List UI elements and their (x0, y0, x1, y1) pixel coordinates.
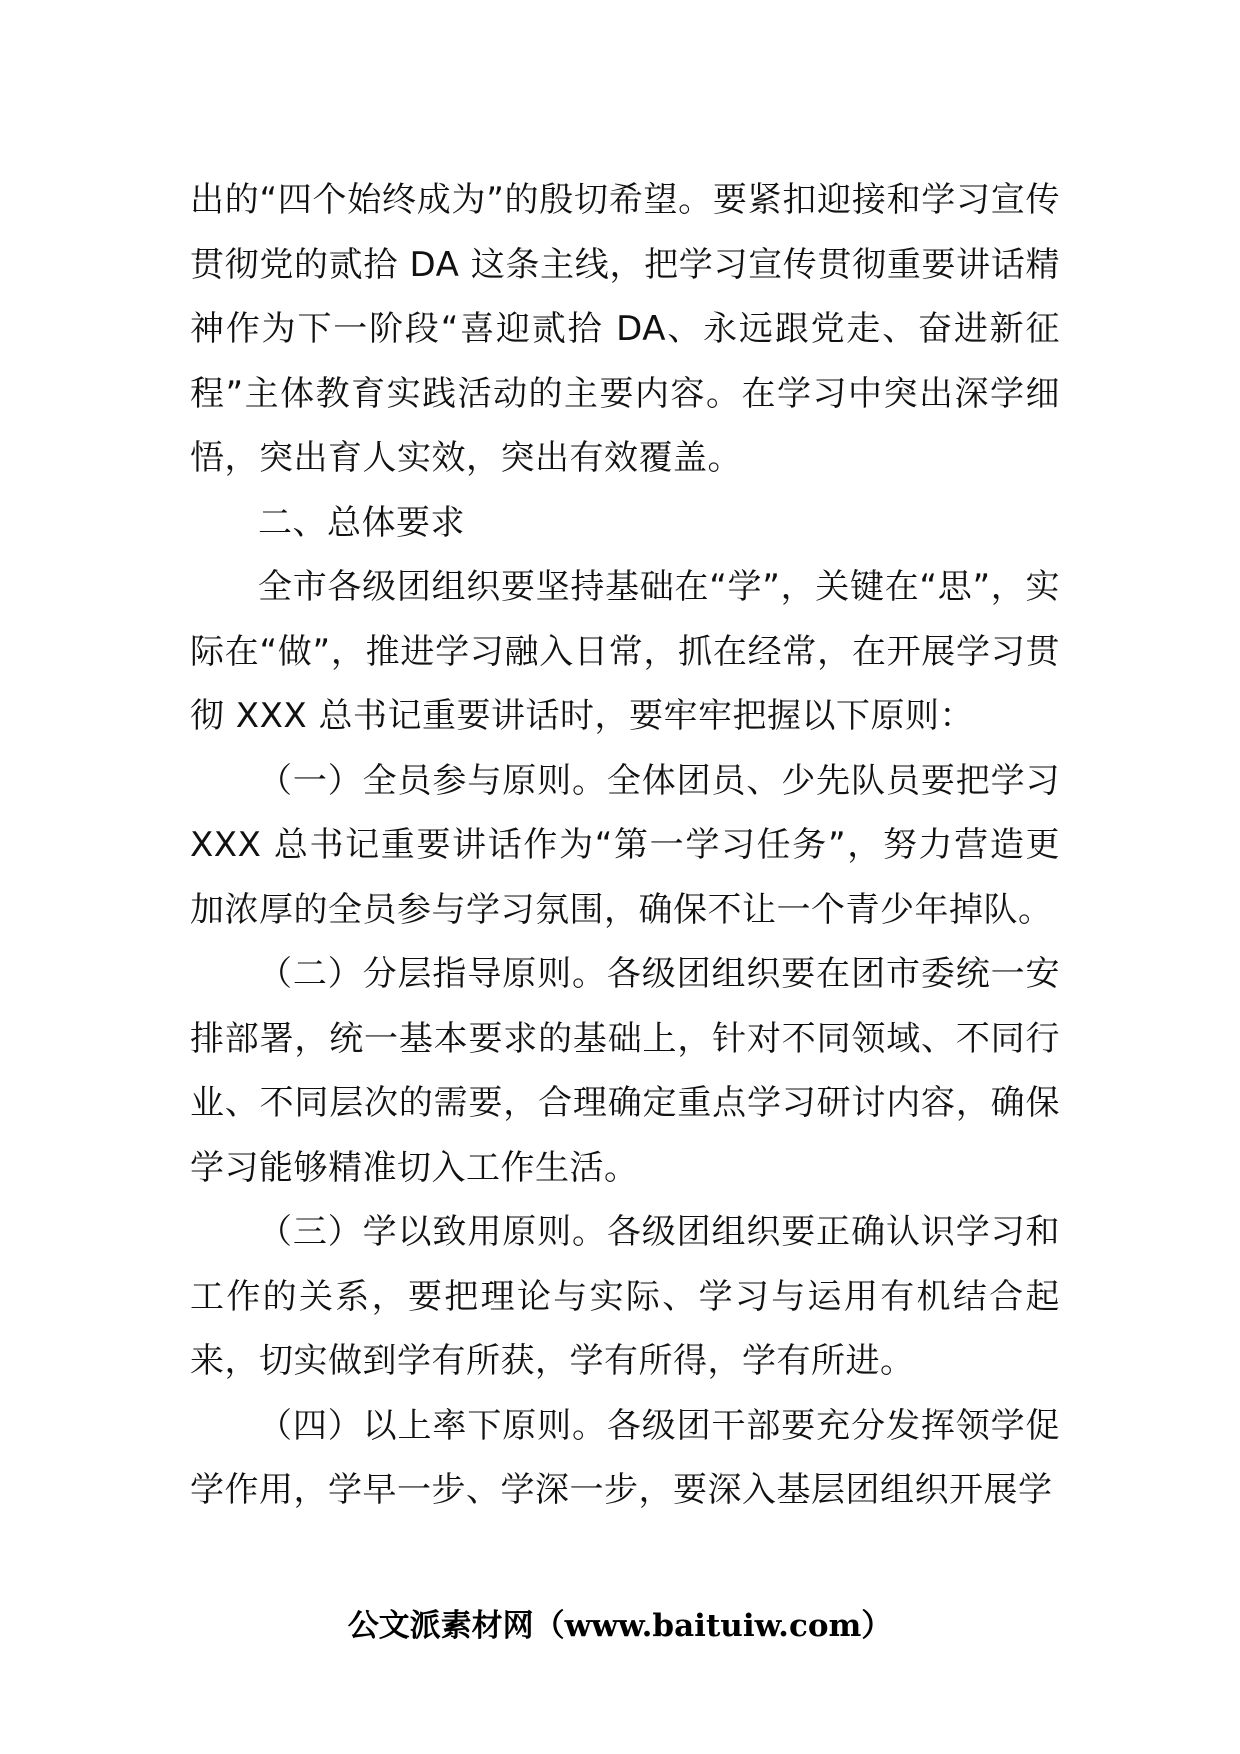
document-body (190, 168, 1060, 1523)
paragraph-overall-requirements: 全市各级团组织要坚持基础在“学”，关键在“思”，实际在“做”，推进学习融入日常，抓在经常，在开展学习贯彻 XXX 总书记重要讲话时，要牢牢把握以下原则： (190, 567, 1060, 736)
paragraph-principle-3: （三）学以致用原则。各级团组织要正确认识学习和工作的关系，要把理论与实际、学习与运用有机结合起来，切实做到学有所获，学有所得，学有所进。 (190, 1212, 1060, 1381)
paragraph-continuation: 出的“四个始终成为”的殷切希望。要紧扣迎接和学习宣传贯彻党的贰拾 DA 这条主线，把学习宣传贯彻重要讲话精神作为下一阶段“喜迎贰拾 DA、永远跟党走、奋进新征程”主体教育实践活动的主要内容。在学习中突出深学细悟，突出育人实效，突出有效覆盖。 (190, 180, 1060, 478)
paragraph-principle-2: （二）分层指导原则。各级团组织要在团市委统一安排部署，统一基本要求的基础上，针对不同领域、不同行业、不同层次的需要，合理确定重点学习研讨内容，确保学习能够精准切入工作生活。 (190, 954, 1060, 1188)
section-heading: 二、总体要求 (258, 502, 465, 543)
paragraph-principle-1: （一）全员参与原则。全体团员、少先队员要把学习 XXX 总书记重要讲话作为“第一学习任务”，努力营造更加浓厚的全员参与学习氛围，确保不让一个青少年掉队。 (190, 760, 1060, 930)
footer-watermark: 公文派素材网（www.baituiw.com） (347, 1608, 893, 1644)
paragraph-principle-4: （四）以上率下原则。各级团干部要充分发挥领学促学作用，学早一步、学深一步，要深入基层团组织开展学 (190, 1405, 1060, 1510)
